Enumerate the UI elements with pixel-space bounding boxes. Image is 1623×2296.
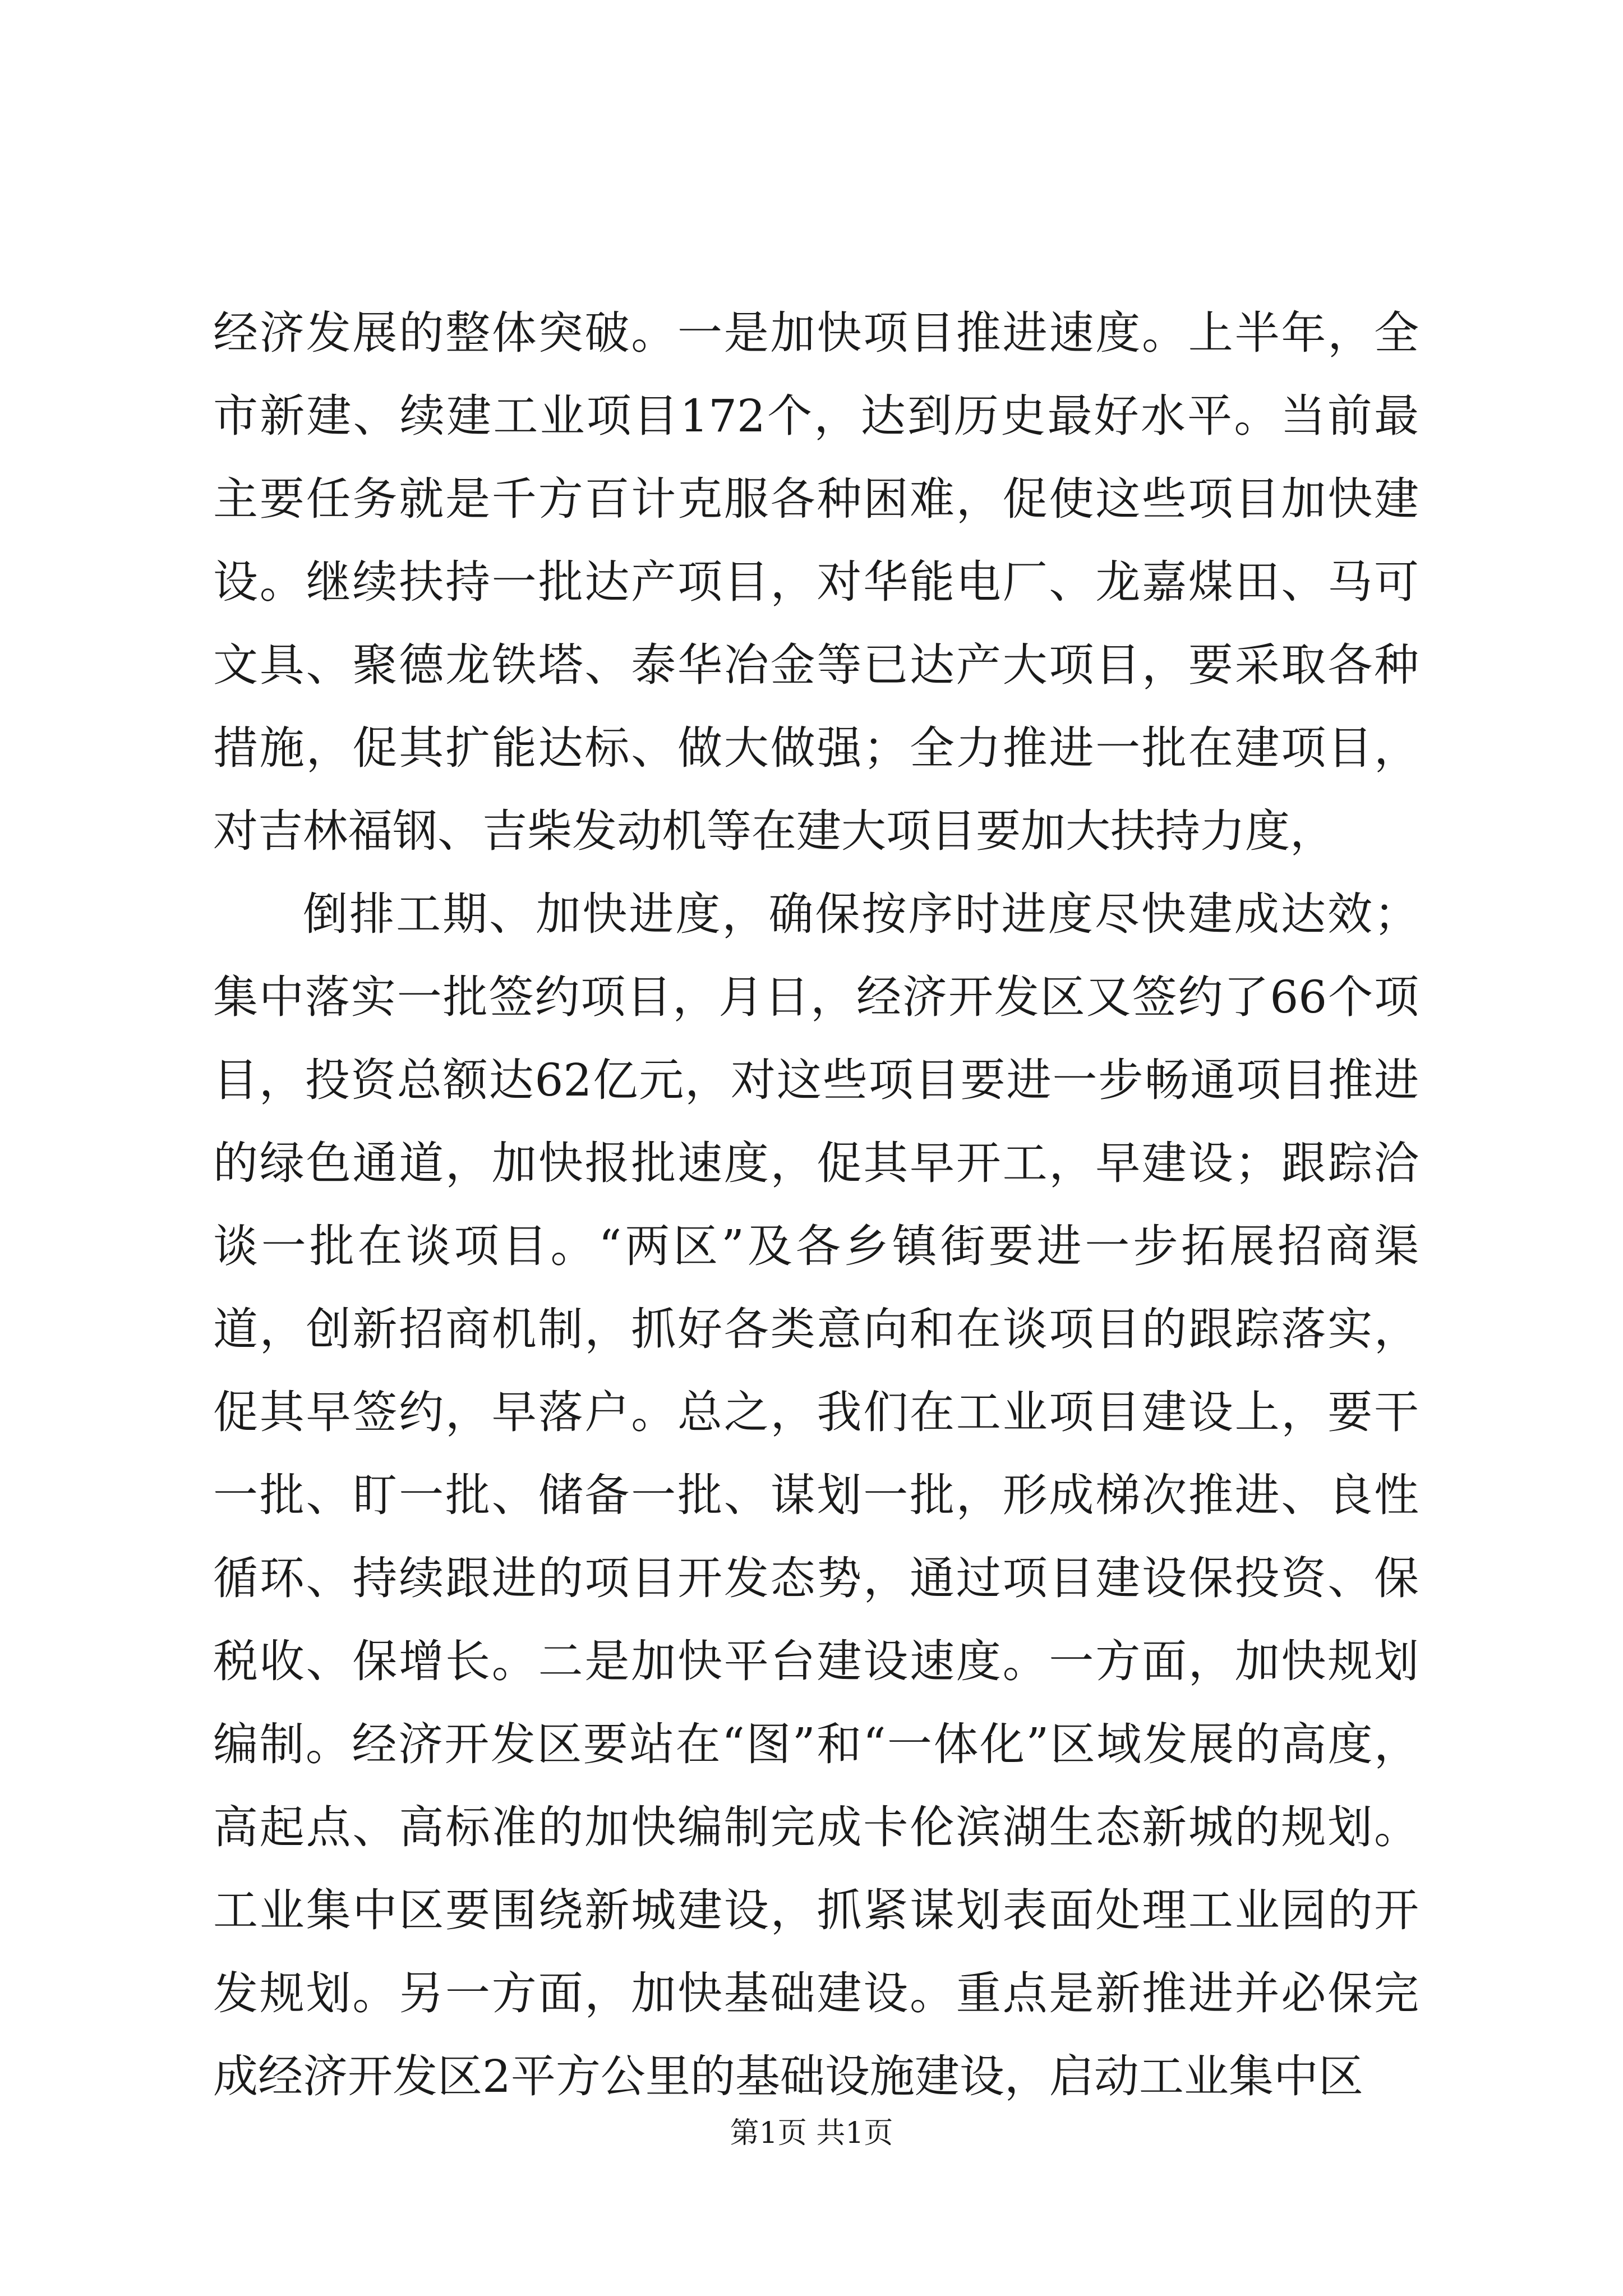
page-footer: 第1页 共1页 xyxy=(730,2116,893,2150)
document-body xyxy=(213,292,1419,2118)
paragraph-2: 倒排工期、加快进度，确保按序时进度尽快建成达效；集中落实一批签约项目，月日，经济开发区又签约了66个项目，投资总额达62亿元，对这些项目要进一步畅通项目推进的绿色通道，加快报批速度，促其早开工，早建设；跟踪洽谈一批在谈项目。“两区”及各乡镇街要进一步拓展招商渠道，创新招商机制，抓好各类意向和在谈项目的跟踪落实，促其早签约，早落户。总之，我们在工业项目建设上，要干一批、盯一批、储备一批、谋划一批，形成梯次推进、良性循环、持续跟进的项目开发态势，通过项目建设保投资、保税收、保增长。二是加快平台建设速度。一方面，加快规划编制。经济开发区要站在“图”和“一体化”区域发展的高度，高起点、高标准的加快编制完成卡伦滨湖生态新城的规划。工业集中区要围绕新城建设，抓紧谋划表面处理工业园的开发规划。另一方面，加快基础建设。重点是新推进并必保完成经济开发区2平方公里的基础设施建设，启动工业集中区 xyxy=(213,888,1419,2102)
paragraph-1: 经济发展的整体突破。一是加快项目推进速度。上半年，全市新建、续建工业项目172个，达到历史最好水平。当前最主要任务就是千方百计克服各种困难，促使这些项目加快建设。继续扶持一批达产项目，对华能电厂、龙嘉煤田、马可文具、聚德龙铁塔、泰华冶金等已达产大项目，要采取各种措施，促其扩能达标、做大做强；全力推进一批在建项目，对吉林福钢、吉柴发动机等在建大项目要加大扶持力度， xyxy=(213,307,1419,857)
